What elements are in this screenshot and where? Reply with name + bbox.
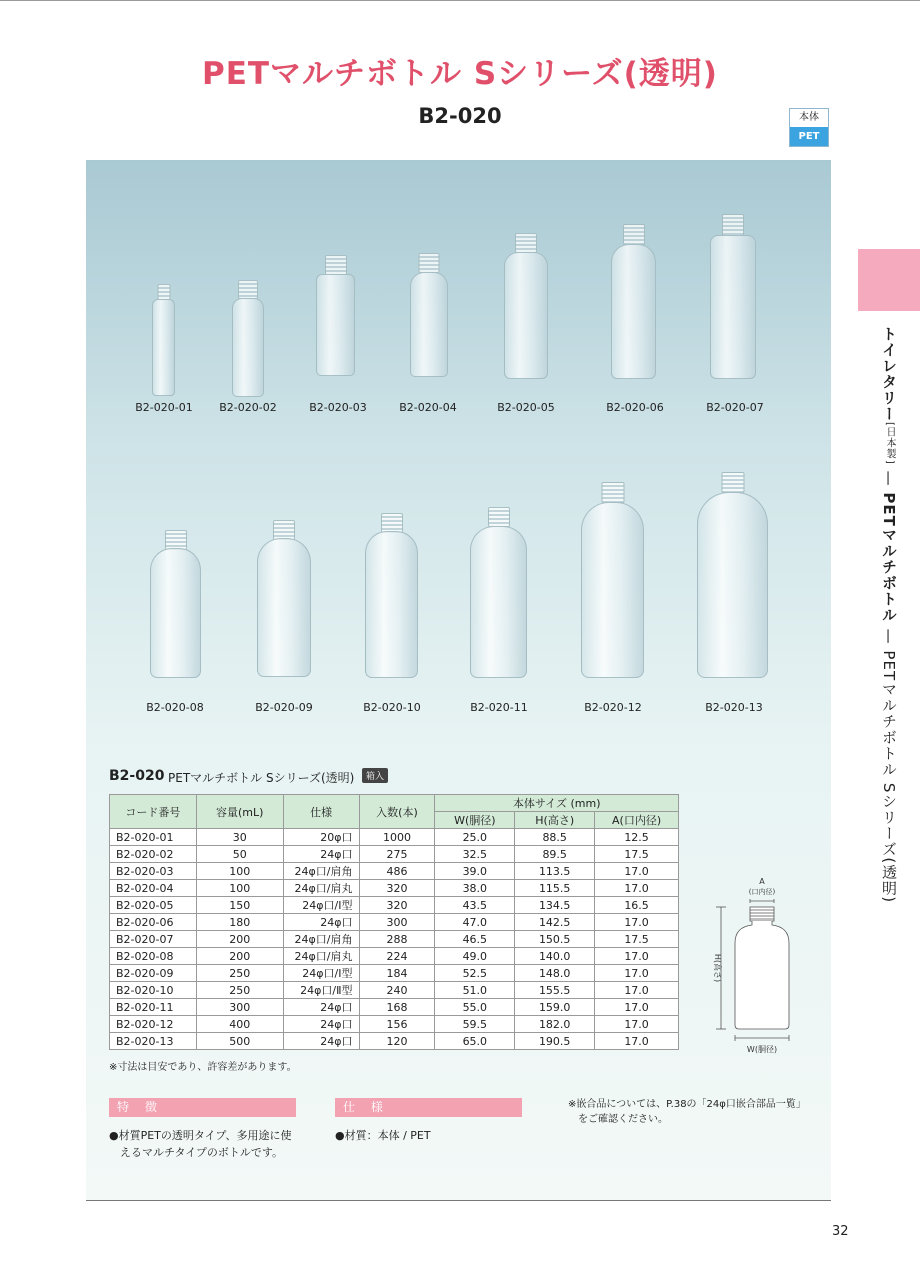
bottle-image [365,513,418,678]
bottle-image [710,214,756,379]
side-category-note: [日本製] [884,422,895,465]
features-line: えるマルチタイプのボトルです。 [120,1146,284,1159]
cell-w: 65.0 [435,1033,515,1050]
cell-capacity: 100 [196,863,283,880]
bottle-label: B2-020-02 [219,401,277,414]
cell-h: 115.5 [515,880,595,897]
cell-spec: 24φ口/Ⅰ型 [283,965,359,982]
table-row [110,863,679,880]
col-header-spec: 仕様 [283,795,359,829]
fitting-note [568,1097,806,1127]
table-row [110,897,679,914]
fitting-note-line: をご確認ください。 [578,1114,668,1125]
cell-h: 182.0 [515,1016,595,1033]
fitting-note-line: ※嵌合品については、P.38の「24φ口嵌合部品一覧」 [568,1099,806,1110]
cell-h: 159.0 [515,999,595,1016]
cell-capacity: 30 [196,829,283,846]
bottle-label: B2-020-13 [705,701,763,714]
cell-h: 88.5 [515,829,595,846]
cell-w: 32.5 [435,846,515,863]
top-rule [0,0,920,1]
cell-capacity: 200 [196,931,283,948]
table-row [110,1016,679,1033]
side-category: トイレタリー [880,326,898,422]
cell-spec: 24φ口 [283,1016,359,1033]
model-number: B2-020 [418,104,502,128]
cell-qty: 1000 [359,829,435,846]
page-title: PETマルチボトル Sシリーズ(透明) [202,56,718,92]
table-row [110,948,679,965]
cell-spec: 24φ口/Ⅱ型 [283,982,359,999]
diagram-w-label: W(胴径) [746,1045,778,1054]
bottom-rule [86,1200,831,1201]
cell-a: 17.0 [595,1033,679,1050]
cell-code: B2-020-02 [110,846,197,863]
cell-spec: 24φ口 [283,999,359,1016]
diagram-a-label: A [759,877,765,886]
cell-capacity: 200 [196,948,283,965]
cell-code: B2-020-12 [110,1016,197,1033]
col-header-qty: 入数(本) [359,795,435,829]
side-breadcrumb [874,326,904,903]
badge-material: PET [790,127,828,146]
specs-line: ●材質：本体 / PET [335,1129,431,1142]
diagram-h-label: H(高さ) [713,953,722,983]
cell-w: 47.0 [435,914,515,931]
cell-capacity: 100 [196,880,283,897]
cell-w: 55.0 [435,999,515,1016]
packaging-tag: 箱入 [362,768,388,783]
cell-capacity: 250 [196,965,283,982]
bottle-label: B2-020-07 [706,401,764,414]
cell-qty: 275 [359,846,435,863]
cell-h: 140.0 [515,948,595,965]
cell-a: 12.5 [595,829,679,846]
cell-spec: 24φ口 [283,846,359,863]
cell-code: B2-020-08 [110,948,197,965]
cell-h: 142.5 [515,914,595,931]
bottle-label: B2-020-11 [470,701,528,714]
page-number: 32 [832,1224,849,1239]
cell-w: 43.5 [435,897,515,914]
cell-w: 59.5 [435,1016,515,1033]
cell-spec: 24φ口/Ⅰ型 [283,897,359,914]
cell-a: 17.0 [595,948,679,965]
table-row [110,999,679,1016]
cell-qty: 486 [359,863,435,880]
bottle-image [410,253,448,377]
cell-qty: 320 [359,880,435,897]
cell-spec: 24φ口 [283,914,359,931]
cell-capacity: 50 [196,846,283,863]
cell-qty: 184 [359,965,435,982]
bottle-image [316,255,355,376]
bottle-image [504,233,548,379]
bottle-label: B2-020-10 [363,701,421,714]
bottle-image [697,472,768,678]
cell-qty: 288 [359,931,435,948]
bottle-label: B2-020-03 [309,401,367,414]
cell-a: 17.0 [595,999,679,1016]
cell-spec: 20φ口 [283,829,359,846]
section-code: B2-020 [109,768,165,784]
cell-w: 51.0 [435,982,515,999]
cell-capacity: 500 [196,1033,283,1050]
cell-capacity: 400 [196,1016,283,1033]
table-header-row [110,795,679,812]
cell-w: 25.0 [435,829,515,846]
bottle-image [611,224,656,379]
table-row [110,914,679,931]
features-heading: 特 徴 [109,1098,296,1117]
features-line: ●材質PETの透明タイプ、多用途に使 [109,1129,292,1142]
cell-qty: 224 [359,948,435,965]
side-series: PETマルチボトル Sシリーズ(透明) [880,650,898,904]
specs-text [335,1127,431,1144]
cell-capacity: 300 [196,999,283,1016]
cell-h: 113.5 [515,863,595,880]
bottle-image [257,520,311,677]
side-group: PETマルチボトル [880,492,898,623]
cell-spec: 24φ口 [283,1033,359,1050]
cell-qty: 120 [359,1033,435,1050]
cell-a: 17.5 [595,846,679,863]
cell-h: 148.0 [515,965,595,982]
cell-a: 17.0 [595,1016,679,1033]
badge-label: 本体 [790,109,828,127]
cell-h: 134.5 [515,897,595,914]
col-header-w: W(胴径) [435,812,515,829]
bottle-label: B2-020-05 [497,401,555,414]
cell-code: B2-020-10 [110,982,197,999]
cell-qty: 320 [359,897,435,914]
cell-capacity: 250 [196,982,283,999]
bottle-label: B2-020-09 [255,701,313,714]
cell-a: 17.0 [595,982,679,999]
cell-capacity: 180 [196,914,283,931]
cell-w: 38.0 [435,880,515,897]
col-header-capacity: 容量(mL) [196,795,283,829]
material-badge [789,108,829,147]
features-text [109,1127,291,1161]
cell-code: B2-020-04 [110,880,197,897]
cell-w: 46.5 [435,931,515,948]
spec-table [109,794,679,1050]
col-header-a: A(口内径) [595,812,679,829]
col-header-h: H(高さ) [515,812,595,829]
cell-spec: 24φ口/肩角 [283,931,359,948]
dimension-note: ※寸法は目安であり、許容差があります。 [109,1062,297,1073]
side-dash: — [880,470,898,487]
cell-a: 17.0 [595,880,679,897]
cell-code: B2-020-11 [110,999,197,1016]
bottle-image [581,482,644,678]
table-row [110,982,679,999]
table-row [110,1033,679,1050]
cell-capacity: 150 [196,897,283,914]
table-row [110,829,679,846]
bottle-label: B2-020-08 [146,701,204,714]
cell-code: B2-020-07 [110,931,197,948]
cell-w: 39.0 [435,863,515,880]
cell-a: 17.0 [595,914,679,931]
cell-spec: 24φ口/肩角 [283,863,359,880]
bottle-label: B2-020-04 [399,401,457,414]
table-row [110,880,679,897]
bottle-image [470,507,527,678]
col-header-code: コード番号 [110,795,197,829]
cell-h: 89.5 [515,846,595,863]
bottle-image [232,280,264,397]
cell-code: B2-020-05 [110,897,197,914]
cell-qty: 168 [359,999,435,1016]
cell-code: B2-020-03 [110,863,197,880]
cell-w: 52.5 [435,965,515,982]
cell-h: 155.5 [515,982,595,999]
side-color-tab [858,249,920,311]
cell-qty: 240 [359,982,435,999]
table-row [110,965,679,982]
bottle-image [152,284,175,396]
cell-h: 190.5 [515,1033,595,1050]
cell-code: B2-020-01 [110,829,197,846]
side-dash: — [880,628,898,645]
cell-a: 17.0 [595,965,679,982]
cell-qty: 156 [359,1016,435,1033]
col-header-size-group: 本体サイズ (mm) [435,795,679,812]
cell-w: 49.0 [435,948,515,965]
bottle-image [150,530,201,678]
cell-a: 16.5 [595,897,679,914]
cell-code: B2-020-13 [110,1033,197,1050]
cell-spec: 24φ口/肩丸 [283,880,359,897]
cell-a: 17.0 [595,863,679,880]
bottle-label: B2-020-01 [135,401,193,414]
section-name: PETマルチボトル Sシリーズ(透明) [168,771,355,785]
bottle-label: B2-020-06 [606,401,664,414]
specs-heading: 仕 様 [335,1098,522,1117]
cell-h: 150.5 [515,931,595,948]
cell-code: B2-020-09 [110,965,197,982]
cell-qty: 300 [359,914,435,931]
diagram-a-sublabel: (口内径) [748,888,776,896]
bottle-label: B2-020-12 [584,701,642,714]
cell-code: B2-020-06 [110,914,197,931]
table-row [110,846,679,863]
dimension-diagram [712,875,812,1060]
cell-spec: 24φ口/肩丸 [283,948,359,965]
cell-a: 17.5 [595,931,679,948]
table-row [110,931,679,948]
